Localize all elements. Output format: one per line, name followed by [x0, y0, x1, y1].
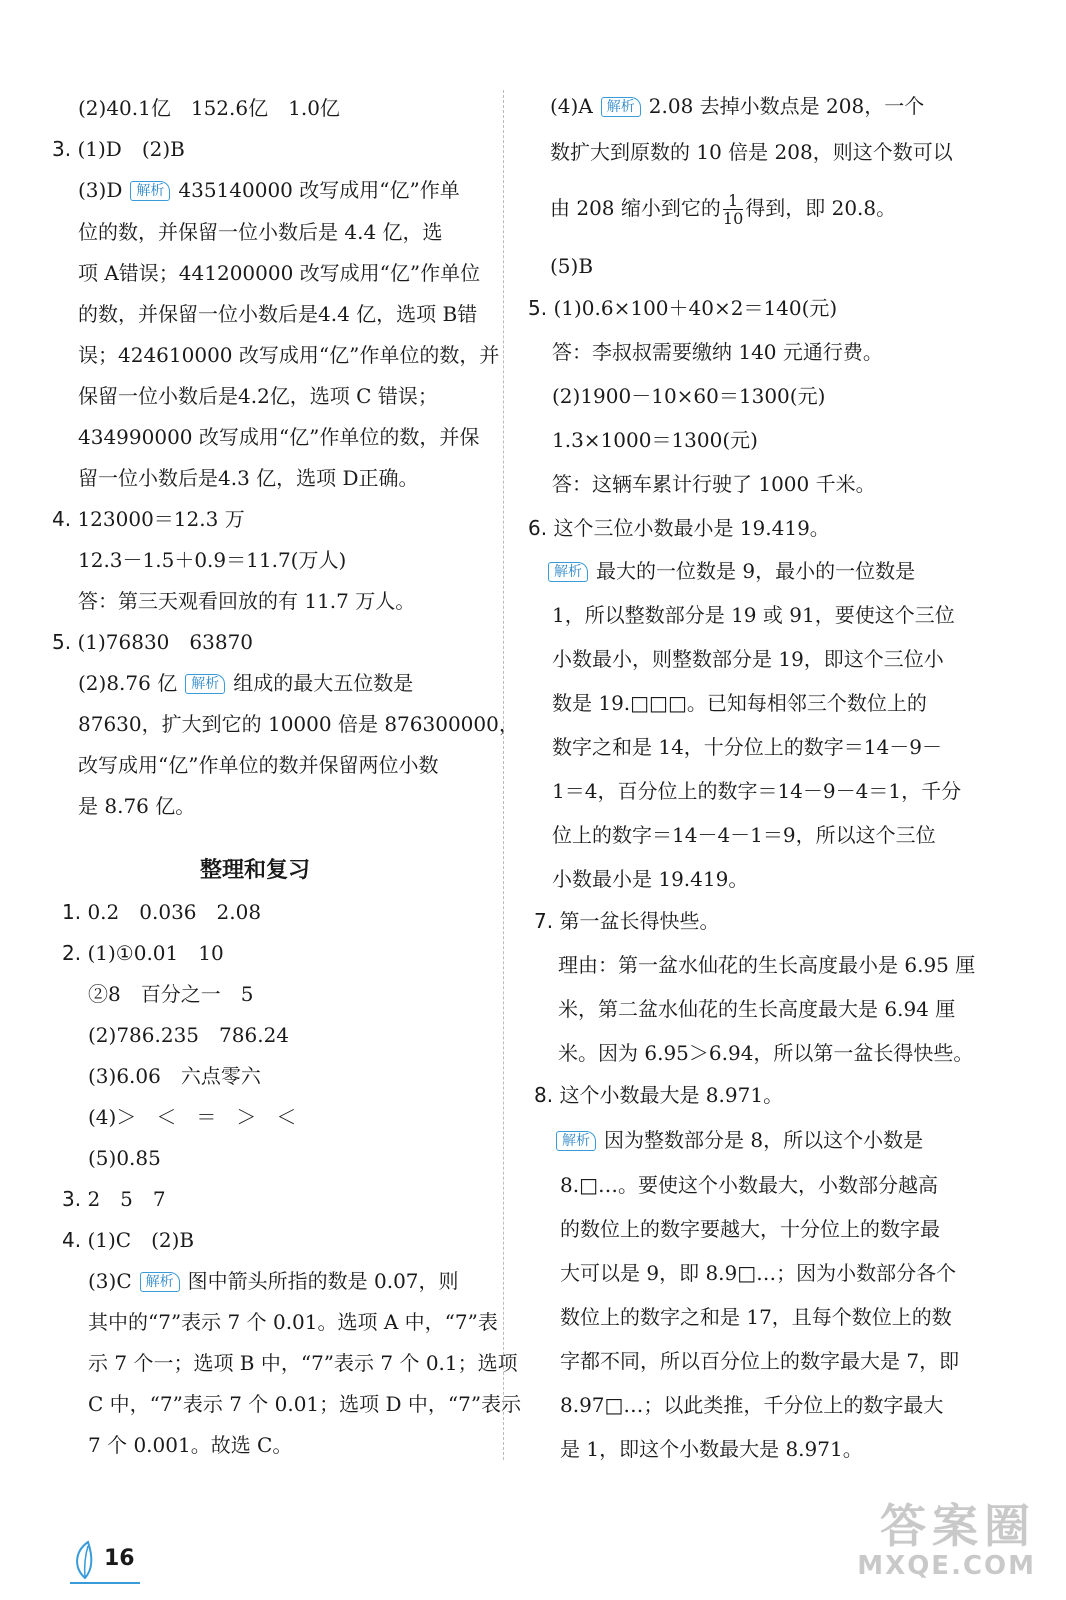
answer-line: 留一位小数后是4.3 亿，选项 D正确。	[78, 466, 419, 490]
analysis-tag: 解析	[185, 674, 225, 694]
answer-line: 434990000 改写成用“亿”作单位的数，并保	[78, 425, 480, 449]
answer-line: 3. (1)D (2)B	[52, 137, 185, 161]
answer-line: (5)B	[550, 254, 594, 278]
answer-line: 2. (1)①0.01 10	[62, 941, 224, 965]
footer-underline	[70, 1582, 140, 1584]
answer-line: 4. 123000＝12.3 万	[52, 507, 245, 531]
answer-line: (3)D 解析 435140000 改写成用“亿”作单	[78, 178, 460, 202]
answer-line: 8.97□…；以此类推，千分位上的数字最大	[560, 1393, 944, 1417]
question-number: 1.	[62, 900, 82, 924]
answer-line: 示 7 个一；选项 B 中，“7”表示 7 个 0.1；选项	[88, 1351, 518, 1375]
answer-line: 米。因为 6.95＞6.94，所以第一盆长得快些。	[558, 1041, 974, 1065]
answer-line: 87630，扩大到它的 10000 倍是 876300000，	[78, 712, 519, 736]
answer-line: 5. (1)76830 63870	[52, 630, 254, 654]
answer-line: 是 8.76 亿。	[78, 794, 196, 818]
answer-line: 8. 这个小数最大是 8.971。	[534, 1083, 784, 1107]
answer-line: 数扩大到原数的 10 倍是 208，则这个数可以	[550, 140, 953, 164]
question-number: 3.	[52, 137, 72, 161]
answer-line: 理由：第一盆水仙花的生长高度最小是 6.95 厘	[558, 953, 976, 977]
answer-line: 3. 2 5 7	[62, 1187, 166, 1211]
answer-line: 大可以是 9，即 8.9□…；因为小数部分各个	[560, 1261, 957, 1285]
answer-line: 位上的数字＝14－4－1＝9，所以这个三位	[552, 823, 936, 847]
question-number: 3.	[62, 1187, 82, 1211]
answer-line: C 中，“7”表示 7 个 0.01；选项 D 中，“7”表示	[88, 1392, 522, 1416]
watermark-url: MXQE.COM	[857, 1551, 1036, 1581]
answer-line: (4)＞ ＜ ＝ ＞ ＜	[88, 1105, 297, 1129]
answer-line: 项 A错误；441200000 改写成用“亿”作单位	[78, 261, 481, 285]
answer-line: (2)786.235 786.24	[88, 1023, 290, 1047]
column-divider	[503, 90, 504, 1460]
answer-line: (2)40.1亿 152.6亿 1.0亿	[78, 96, 340, 120]
question-number: 5.	[528, 296, 548, 320]
watermark-logo: 答案圈	[880, 1499, 1036, 1553]
answer-line: 8.□…。要使这个小数最大，小数部分越高	[560, 1173, 938, 1197]
answer-line: 4. (1)C (2)B	[62, 1228, 195, 1252]
answer-line: ②8 百分之一 5	[88, 982, 254, 1006]
answer-line: 12.3－1.5＋0.9＝11.7(万人)	[78, 548, 347, 572]
question-number: 4.	[52, 507, 72, 531]
analysis-tag: 解析	[140, 1272, 180, 1292]
answer-line: 1，所以整数部分是 19 或 91，要使这个三位	[552, 603, 955, 627]
answer-line: 保留一位小数后是4.2亿，选项 C 错误；	[78, 384, 438, 408]
answer-line: 由 208 缩小到它的 $\frac{1}{10}$ 得到，即 20.8。	[550, 191, 897, 228]
answer-line: 1. 0.2 0.036 2.08	[62, 900, 262, 924]
answer-line: (2)8.76 亿 解析 组成的最大五位数是	[78, 671, 414, 695]
answer-line: 1.3×1000＝1300(元)	[552, 428, 758, 452]
answer-line: (3)C 解析 图中箭头所指的数是 0.07，则	[88, 1269, 459, 1293]
question-number: 2.	[62, 941, 82, 965]
answer-line: 解析 因为整数部分是 8，所以这个小数是	[556, 1126, 923, 1154]
answer-line: 的数，并保留一位小数后是4.4 亿，选项 B错	[78, 302, 478, 326]
answer-line: (5)0.85	[88, 1146, 161, 1170]
answer-line: 改写成用“亿”作单位的数并保留两位小数	[78, 753, 439, 777]
section-title: 整理和复习	[199, 858, 310, 883]
question-number: 8.	[534, 1083, 554, 1107]
answer-line: 数位上的数字之和是 17，且每个数位上的数	[560, 1305, 952, 1329]
answer-line: 数字之和是 14，十分位上的数字＝14－9－	[552, 735, 942, 759]
answer-line: 数是 19.□□□。已知每相邻三个数位上的	[552, 691, 927, 715]
answer-line: 7. 第一盆长得快些。	[534, 909, 720, 933]
answer-line: 答：李叔叔需要缴纳 140 元通行费。	[552, 340, 883, 364]
analysis-tag: 解析	[130, 181, 170, 201]
question-number: 4.	[62, 1228, 82, 1252]
answer-line: 7 个 0.001。故选 C。	[88, 1433, 293, 1457]
question-number: 5.	[52, 630, 72, 654]
answer-line: 的数位上的数字要越大，十分位上的数字最	[560, 1217, 940, 1241]
question-number: 6.	[528, 516, 548, 540]
analysis-tag: 解析	[601, 97, 641, 117]
analysis-tag: 解析	[556, 1131, 596, 1151]
question-number: 7.	[534, 909, 554, 933]
leaf-icon	[70, 1538, 100, 1582]
answer-line: (3)6.06 六点零六	[88, 1064, 261, 1088]
answer-line: 是 1，即这个小数最大是 8.971。	[560, 1437, 863, 1461]
answer-line: 小数最小，则整数部分是 19，即这个三位小	[552, 647, 944, 671]
answer-line: 6. 这个三位小数最小是 19.419。	[528, 516, 830, 540]
answer-line: 误；424610000 改写成用“亿”作单位的数，并	[78, 343, 500, 367]
answer-line: 答：第三天观看回放的有 11.7 万人。	[78, 589, 416, 613]
answer-line: 5. (1)0.6×100＋40×2＝140(元)	[528, 296, 838, 320]
answer-line: 其中的“7”表示 7 个 0.01。选项 A 中，“7”表	[88, 1310, 498, 1334]
answer-line: (2)1900－10×60＝1300(元)	[552, 384, 826, 408]
page-number: 16	[104, 1546, 135, 1571]
analysis-tag: 解析	[548, 562, 588, 582]
answer-line: 字都不同，所以百分位上的数字最大是 7，即	[560, 1349, 960, 1373]
answer-line: (4)A 解析 2.08 去掉小数点是 208，一个	[550, 94, 925, 118]
answer-line: 1＝4，百分位上的数字＝14－9－4＝1，千分	[552, 779, 962, 803]
answer-line: 小数最小是 19.419。	[552, 867, 749, 891]
answer-line: 答：这辆车累计行驶了 1000 千米。	[552, 472, 876, 496]
answer-line: 解析 最大的一位数是 9，最小的一位数是	[548, 557, 915, 585]
answer-line: 米，第二盆水仙花的生长高度最大是 6.94 厘	[558, 997, 956, 1021]
answer-line: 位的数，并保留一位小数后是 4.4 亿，选	[78, 220, 443, 244]
watermark	[857, 1500, 1036, 1580]
fraction: $\frac{1}{10}$	[722, 191, 744, 228]
